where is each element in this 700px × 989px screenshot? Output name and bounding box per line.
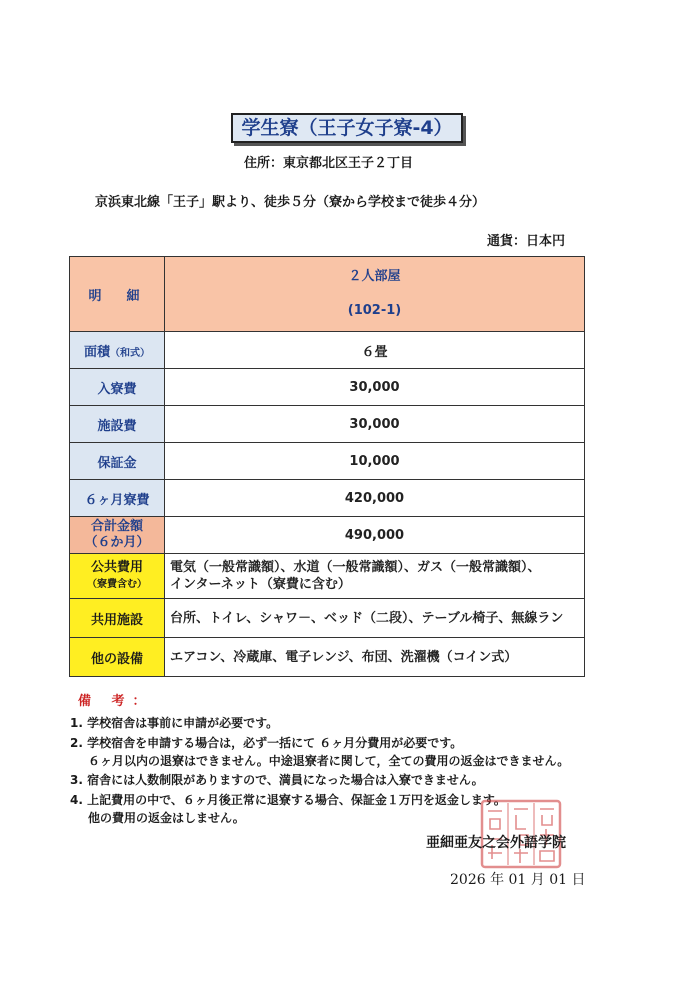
table-row xyxy=(70,480,585,517)
shared-facilities-value: 台所、トイレ、シャワ－、ベッド（二段）、テーブル椅子、無線ラン xyxy=(165,599,585,638)
utilities-value-cell xyxy=(165,554,585,599)
remark-item: 1. 学校宿舎は事前に申請が必要です。 xyxy=(70,716,279,730)
utilities-label-sub: （寮費含む） xyxy=(87,579,147,590)
table-row xyxy=(70,332,585,369)
total-label-cell xyxy=(70,517,165,554)
table-row xyxy=(70,517,585,554)
header-label: 明 細 xyxy=(88,288,146,304)
issue-date: 2026 年 01 月 01 日 xyxy=(450,872,586,888)
remark-item: 4. 上記費用の中で、６ヶ月後正常に退寮する場合、保証金１万円を返金します。 xyxy=(70,793,506,807)
area-label-sub: （和式） xyxy=(110,347,150,359)
table-row xyxy=(70,599,585,638)
currency: 通貨：日本円 xyxy=(487,234,566,249)
page-title: 学生寮（王子女子寮-4） xyxy=(231,113,463,143)
other-equipment-value: エアコン、冷蔵庫、電子レンジ、布団、洗濯機（コイン式） xyxy=(165,638,585,677)
table-row xyxy=(70,443,585,480)
total-label-sub: （６か月） xyxy=(84,535,150,550)
total-label: 合計金額 xyxy=(90,519,143,534)
facility-fee-label: 施設費 xyxy=(70,406,165,443)
deposit-label: 保証金 xyxy=(70,443,165,480)
six-month-fee-value: 420,000 xyxy=(165,480,585,517)
deposit-value: 10,000 xyxy=(165,443,585,480)
remark-item: 2. 学校宿舎を申請する場合は，必ず一括にて ６ヶ月分費用が必要です。 xyxy=(70,736,463,750)
area-value: ６畳 xyxy=(165,332,585,369)
shared-facilities-label: 共用施設 xyxy=(70,599,165,638)
table-row xyxy=(70,554,585,599)
table-row xyxy=(70,406,585,443)
table-row xyxy=(70,369,585,406)
other-equipment-label: 他の設備 xyxy=(70,638,165,677)
table-header-row xyxy=(70,257,585,332)
table-row xyxy=(70,638,585,677)
dorm-spec-table xyxy=(69,256,585,677)
address: 住所：東京都北区王子２丁目 xyxy=(244,156,414,171)
total-value: 490,000 xyxy=(165,517,585,554)
area-label: 面積 xyxy=(83,344,110,360)
entry-fee-value: 30,000 xyxy=(165,369,585,406)
school-name: 亜細亜友之会外語学院 xyxy=(426,835,566,851)
utilities-label-cell xyxy=(70,554,165,599)
entry-fee-label: 入寮費 xyxy=(70,369,165,406)
remark-item: ６ヶ月以内の退寮はできません。中途退寮者に関して，全ての費用の返金はできません。 xyxy=(88,754,570,768)
area-label-cell xyxy=(70,332,165,369)
header-room-cell xyxy=(165,257,585,332)
remark-item: 3. 宿舎には人数制限がありますので、満員になった場合は入寮できません。 xyxy=(70,773,484,787)
header-label-cell xyxy=(70,257,165,332)
facility-fee-value: 30,000 xyxy=(165,406,585,443)
remark-item: 他の費用の返金はしません。 xyxy=(88,811,245,825)
room-number: (102-1) xyxy=(347,303,402,318)
utilities-label: 公共費用 xyxy=(90,560,143,575)
utilities-line2: インターネット（寮費に含む） xyxy=(170,577,351,592)
remarks-title: 備 考： xyxy=(78,694,154,709)
utilities-line1: 電気（一般常識額）、水道（一般常識額）、ガス（一般常識額）、 xyxy=(170,560,541,575)
access-info: 京浜東北線「王子」駅より、徒歩５分（寮から学校まで徒歩４分） xyxy=(95,195,486,210)
six-month-fee-label: ６ヶ月寮費 xyxy=(70,480,165,517)
room-type: ２人部屋 xyxy=(348,269,401,284)
